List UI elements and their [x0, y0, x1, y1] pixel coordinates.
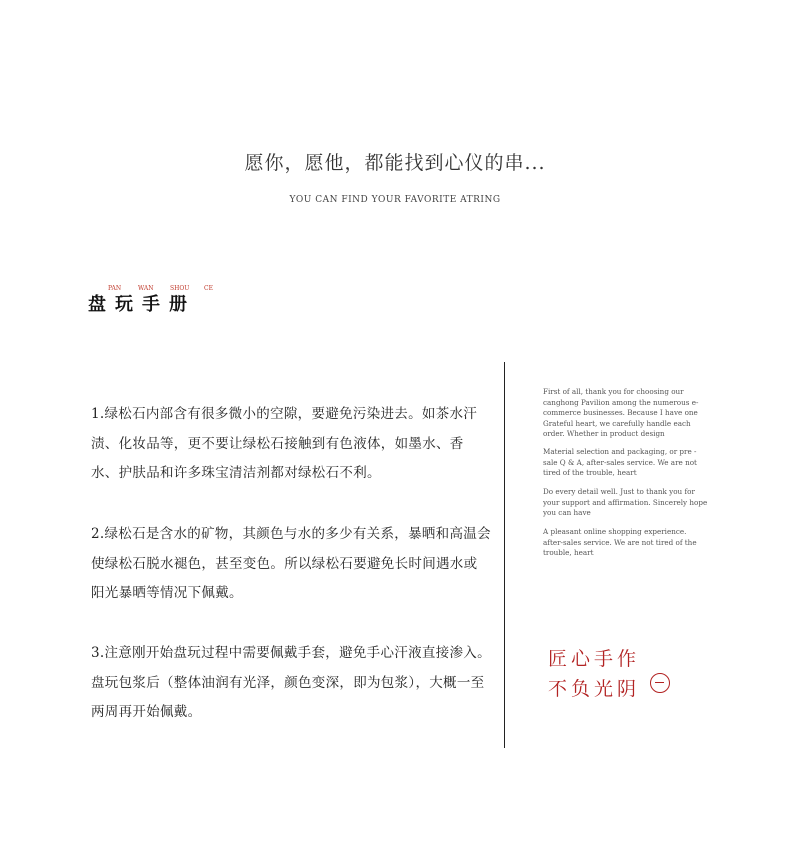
english-note-3: Do every detail well. Just to thank you for your support and affirmation. Sincerely hope you can have — [543, 487, 708, 517]
english-note-2: Material selection and packaging, or pre -sale Q & A, after-sales service. We are not tired of the trouble, heart — [543, 447, 697, 477]
slogan-line-1: 匠心手作 — [548, 648, 641, 670]
pinyin-shou: SHOU — [170, 285, 190, 292]
care-point-3: 3.注意刚开始盘玩过程中需要佩戴手套，避免手心汗液直接渗入。盘玩包浆后（整体油润有光泽，颜色变深，即为包浆），大概一至两周再开始佩戴。 — [91, 645, 491, 720]
headline: 愿你，愿他，都能找到心仪的串... — [244, 152, 546, 174]
slogan-line-2: 不负光阴 — [548, 678, 641, 700]
manual-title: 盘玩手册 — [88, 294, 196, 315]
pinyin-wan: WAN — [138, 285, 154, 292]
pinyin-ce: CE — [204, 285, 213, 292]
care-point-1: 1.绿松石内部含有很多微小的空隙，要避免污染进去。如茶水汗渍、化妆品等，更不要让绿松石接触到有色液体，如墨水、香水、护肤品和许多珠宝清洁剂都对绿松石不利。 — [91, 406, 478, 481]
pinyin-pan: PAN — [108, 285, 122, 292]
minus-circle-icon — [650, 673, 670, 693]
english-note-4: A pleasant online shopping experience. after-sales service. We are not tired of the trouble, heart — [543, 527, 697, 557]
english-note-1: First of all, thank you for choosing our canghong Pavilion among the numerous e-commerce businesses. Because I have one Grateful heart, we carefully handle each order. Whether in product design — [543, 387, 699, 438]
care-point-2: 2.绿松石是含水的矿物，其颜色与水的多少有关系，暴晒和高温会使绿松石脱水褪色，甚至变色。所以绿松石要避免长时间遇水或阳光暴晒等情况下佩戴。 — [91, 526, 491, 601]
vertical-divider — [504, 362, 505, 748]
subline: YOU CAN FIND YOUR FAVORITE ATRING — [289, 195, 501, 205]
